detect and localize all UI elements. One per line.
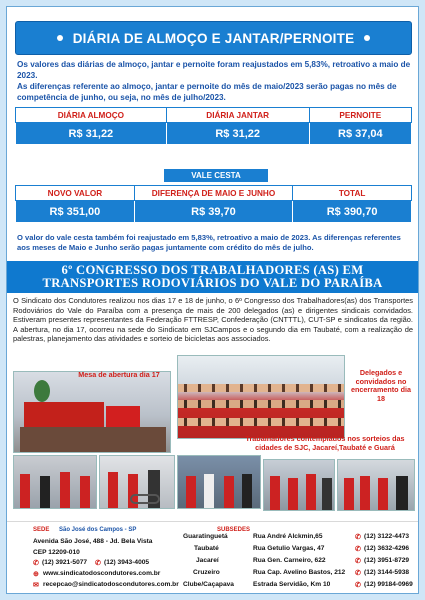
value-diaria-jantar: R$ 31,22 <box>166 123 309 145</box>
intro-paragraph-1: Os valores das diárias de almoço, jantar e pernoite foram reajustados em 5,83%, retroativo a maio de 2023. <box>17 60 411 80</box>
header-diaria-almoco: DIÁRIA ALMOÇO <box>16 108 167 123</box>
subsede-address: Rua Cap. Avelino Bastos, 212 <box>253 569 346 576</box>
footer <box>7 521 418 593</box>
phone-icon: ✆ <box>355 558 361 565</box>
caption-mesa: Mesa de abertura dia 17 <box>78 370 160 379</box>
subsede-city: Taubaté <box>194 545 219 552</box>
header-pernoite: PERNOITE <box>309 108 411 123</box>
subsede-phone: (12) 3632-4296 <box>364 545 410 552</box>
phone-icon: ✆ <box>355 570 361 577</box>
photo-sorteio-1 <box>13 455 97 509</box>
subsede-city: Jacareí <box>196 557 219 564</box>
banner-title: DIÁRIA DE ALMOÇO E JANTAR/PERNOITE <box>72 30 355 46</box>
subsede-city: Cruzeiro <box>193 569 220 576</box>
photo-sorteio-5 <box>337 459 415 511</box>
subsede-city: Clube/Caçapava <box>183 581 234 588</box>
caption-delegados: Delegados e convidados no encerramento dia 18 <box>351 368 411 403</box>
subsede-address: Estrada Servidão, Km 10 <box>253 581 331 588</box>
sede-website[interactable]: www.sindicatodoscondutores.com.br <box>43 570 161 577</box>
congress-title-line1: 6º CONGRESSO DOS TRABALHADORES (AS) EM <box>61 262 364 277</box>
sede-cep: CEP 12209-010 <box>33 549 80 556</box>
email-icon: ✉ <box>33 582 39 589</box>
vale-cesta-table <box>15 185 412 223</box>
subsedes-label: SUBSEDES <box>217 527 251 533</box>
phone-icon: ✆ <box>95 560 101 567</box>
subsede-phone: (12) 3951-8729 <box>364 557 410 564</box>
sede-city: São José dos Campos - SP <box>59 527 137 533</box>
congress-title-line2: TRANSPORTES RODOVIÁRIOS DO VALE DO PARAÍBA <box>42 276 383 290</box>
subsede-phone: (12) 3122-4473 <box>364 533 410 540</box>
phone-icon: ✆ <box>355 582 361 589</box>
intro-paragraph-2: As diferenças referente ao almoço, jantar e pernoite do mês de maio/2023 serão pagas no mês de competência de junho, ou seja, no mês de julho/2023. <box>17 82 397 102</box>
globe-icon: ⊕ <box>33 571 39 578</box>
photo-sorteio-4 <box>263 459 335 511</box>
vale-cesta-tag: VALE CESTA <box>164 169 268 182</box>
photo-sorteio-3 <box>177 455 261 509</box>
title-banner <box>15 21 412 55</box>
subsede-address: Rua Gen. Carneiro, 622 <box>253 557 326 564</box>
subsede-city: Guaratinguetá <box>183 533 228 540</box>
sede-address: Avenida São José, 488 - Jd. Bela Vista <box>33 538 153 545</box>
sede-label: SEDE <box>33 527 50 533</box>
phone-icon: ✆ <box>355 546 361 553</box>
value-diferenca: R$ 39,70 <box>134 201 292 223</box>
congress-banner <box>7 261 418 293</box>
bullet-dot-icon <box>364 35 370 41</box>
phone-icon: ✆ <box>355 534 361 541</box>
newsletter-page <box>6 6 419 594</box>
header-diaria-jantar: DIÁRIA JANTAR <box>166 108 309 123</box>
phone-icon: ✆ <box>33 560 39 567</box>
sede-email[interactable]: recepcao@sindicatodoscondutores.com.br <box>43 581 179 588</box>
diarias-table <box>15 107 412 145</box>
value-novo-valor: R$ 351,00 <box>16 201 135 223</box>
caption-contemplados: Trabalhadores contemplados nos sorteios das cidades de SJC, Jacareí,Taubaté e Guará <box>245 434 405 452</box>
value-total: R$ 390,70 <box>293 201 412 223</box>
subsede-address: Rua Getulio Vargas, 47 <box>253 545 325 552</box>
photo-sorteio-2 <box>99 455 175 509</box>
bullet-dot-icon <box>57 35 63 41</box>
header-diferenca: DIFERENÇA DE MAIO E JUNHO <box>134 186 292 201</box>
subsede-address: Rua André Alckmin,65 <box>253 533 323 540</box>
subsede-phone: (12) 3144-5938 <box>364 569 410 576</box>
value-pernoite: R$ 37,04 <box>309 123 411 145</box>
congress-body-text: O Sindicato dos Condutores realizou nos dias 17 e 18 de junho, o 6º Congresso dos Trabalhadores(as) dos Transportes Rodoviários do Vale do Paraíba com a presença de mais de 200 delegados (as) e dirigentes sindicais convidados. Estiveram presentes representantes da Federação FTTRESP, Confederação (CNTTTL), CUT-SP e sindicatos da região. A abertura, no dia 17, ocorreu na sede do Sindicato em SJCampos e o segundo dia em Taubaté, com a realização de palestras, planejamento das atividades e sorteio de bicicletas aos associados. <box>13 296 413 343</box>
header-novo-valor: NOVO VALOR <box>16 186 135 201</box>
subsede-phone: (12) 99184-0969 <box>364 581 413 588</box>
sede-phone-2: (12) 3943-4005 <box>104 559 150 566</box>
photo-mesa-abertura <box>13 371 171 453</box>
sede-phone-1: (12) 3921-5077 <box>42 559 88 566</box>
vale-cesta-note: O valor do vale cesta também foi reajustado em 5,83%, retroativo a maio de 2023. As diferenças referentes aos meses de Maio e Junho serão pagas juntamente com crédito do mês de julho. <box>17 233 401 252</box>
value-diaria-almoco: R$ 31,22 <box>16 123 167 145</box>
header-total: TOTAL <box>293 186 412 201</box>
photo-delegados <box>177 355 345 439</box>
